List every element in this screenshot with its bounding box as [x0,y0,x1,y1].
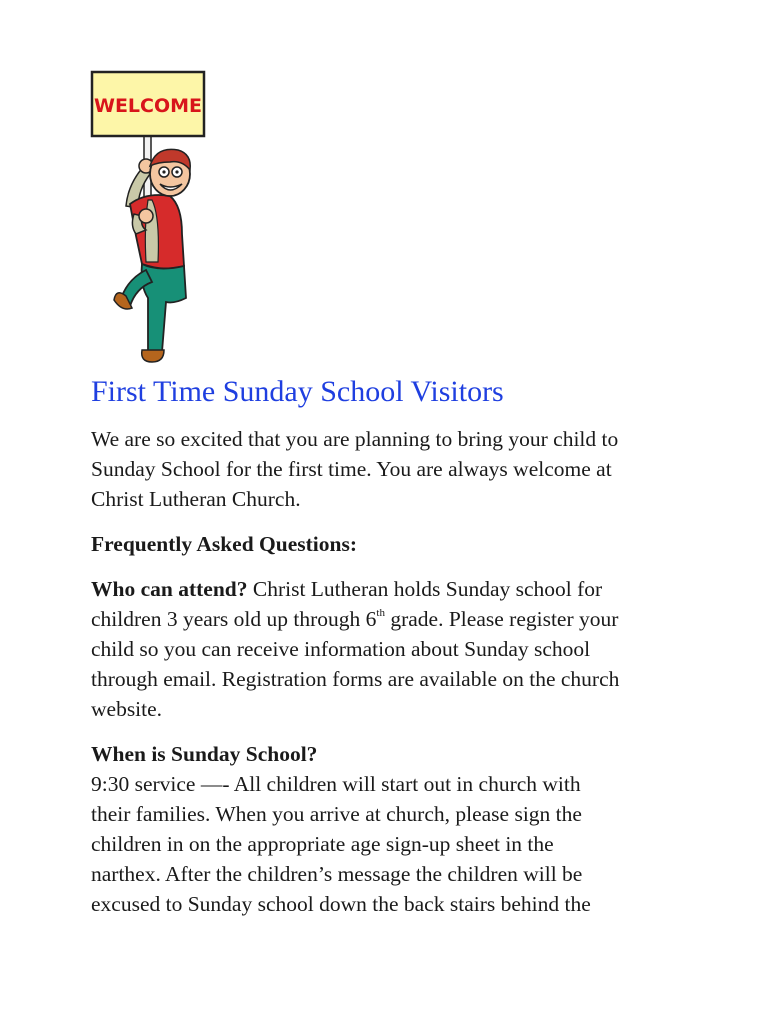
who-line: grade. Please register your [384,607,619,631]
welcome-sign-text: WELCOME [93,95,203,117]
document-body [91,372,701,919]
intro-paragraph [91,424,701,514]
when-line: excused to Sunday school down the back stairs behind the [91,892,591,916]
who-line: through email. Registration forms are available on the church [91,667,620,691]
when-line: their families. When you arrive at church, please sign the [91,802,582,826]
who-line: Christ Lutheran holds Sunday school for [247,577,603,601]
when-line: narthex. After the children’s message the children will be [91,862,583,886]
when-line: 9:30 service —- All children will start out in church with [91,772,581,796]
intro-line: Sunday School for the first time. You are always welcome at [91,457,612,481]
page-title: First Time Sunday School Visitors [91,375,504,408]
intro-line: We are so excited that you are planning to bring your child to [91,427,619,451]
who-line: website. [91,697,163,721]
who-can-attend-question: Who can attend? [91,577,248,601]
when-question: When is Sunday School? [91,742,318,766]
ordinal-suffix: th [376,606,385,619]
faq-heading: Frequently Asked Questions: [91,532,357,556]
who-line: children 3 years old up through 6 [91,607,377,631]
when-line: children in on the appropriate age sign-up sheet in the [91,832,554,856]
who-line: child so you can receive information about Sunday school [91,637,591,661]
welcome-man-clipart [86,66,220,366]
intro-line: Christ Lutheran Church. [91,487,301,511]
who-can-attend-paragraph [91,574,701,724]
when-is-sunday-school-paragraph [91,739,701,919]
